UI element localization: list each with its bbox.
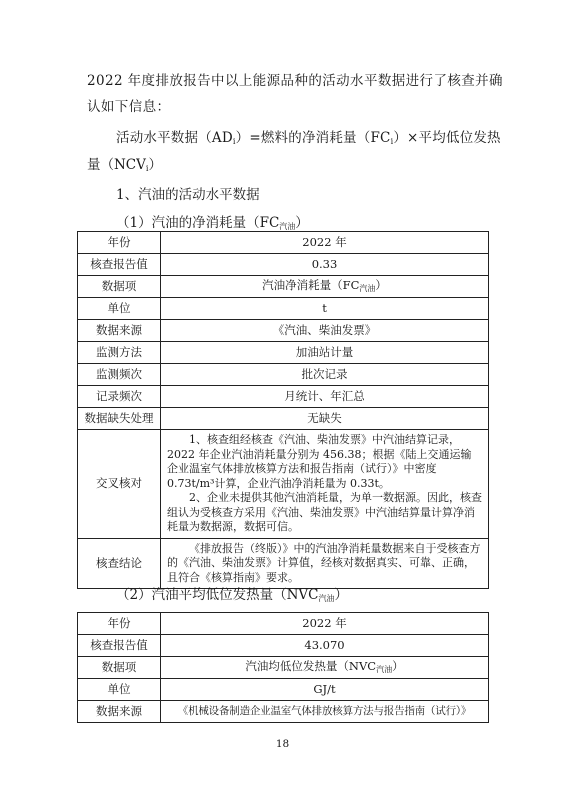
table-row <box>78 276 489 298</box>
row-value: GJ/t <box>161 679 489 701</box>
row-value: 《汽油、柴油发票》 <box>161 320 489 342</box>
gasoline-consumption-table <box>77 231 489 589</box>
intro-line-1: 2022 年度排放报告中以上能源品种的活动水平数据进行了核查并确 <box>87 73 503 89</box>
row-key: 监测方法 <box>78 342 161 364</box>
row-value: 加油站计量 <box>161 342 489 364</box>
table-row <box>78 657 489 679</box>
row-value: 汽油均低位发热量$(NVC_{汽油})$ <box>161 657 489 679</box>
page-number: 18 <box>275 738 290 750</box>
subsection-heading-2: （2）汽油平均低位发热量$(NVC_{汽油})$ <box>116 587 348 603</box>
table-row <box>78 386 489 408</box>
subsection-heading-1: （1）汽油的净消耗量$(FC_{汽油})$ <box>116 215 309 231</box>
row-key: 交叉核对 <box>78 430 161 539</box>
row-value: 2022 年 <box>161 613 489 635</box>
row-key: 记录频次 <box>78 386 161 408</box>
table-row <box>78 342 489 364</box>
row-key: 数据来源 <box>78 701 161 723</box>
row-key: 监测频次 <box>78 364 161 386</box>
table-row <box>78 320 489 342</box>
row-key: 核查结论 <box>78 538 161 589</box>
table-row <box>78 613 489 635</box>
row-value: 2022 年 <box>161 232 489 254</box>
table-row <box>78 679 489 701</box>
table-row <box>78 430 489 539</box>
row-key: 数据项 <box>78 657 161 679</box>
formula-line-1: 活动水平数据$(AD_i)=$燃料的净消耗量$(FC_i)\times$平均低位发热 <box>116 130 501 146</box>
row-value: 批次记录 <box>161 364 489 386</box>
row-key: 数据项 <box>78 276 161 298</box>
row-key: 年份 <box>78 613 161 635</box>
table-row <box>78 701 489 723</box>
formula-line-2: 量$(NCV_i)$ <box>87 157 162 173</box>
table-row <box>78 538 489 589</box>
table-row <box>78 232 489 254</box>
table-row <box>78 298 489 320</box>
table-row <box>78 635 489 657</box>
row-key: 年份 <box>78 232 161 254</box>
row-value: t <box>161 298 489 320</box>
row-key: 单位 <box>78 298 161 320</box>
row-key: 数据缺失处理 <box>78 408 161 430</box>
row-key: 单位 <box>78 679 161 701</box>
row-value: 汽油净消耗量$(FC_{汽油})$ <box>161 276 489 298</box>
table-row <box>78 408 489 430</box>
table-row <box>78 254 489 276</box>
gasoline-ncv-table <box>77 612 489 723</box>
row-value: 0.33 <box>161 254 489 276</box>
row-value: 43.070 <box>161 635 489 657</box>
table-row <box>78 364 489 386</box>
row-key: 核查报告值 <box>78 635 161 657</box>
cross-check-paragraph-1: 1、核查组经核查《汽油、柴油发票》中汽油结算记录，2022 年企业汽油消耗量分别为 456.38；根据《陆上交通运输企业温室气体排放核算方法和报告指南（试行）》中密度 0.73t/m³计算，企业汽油净消耗量为 0.33t。 <box>167 433 472 490</box>
cross-check-paragraph-2: 2、企业未提供其他汽油消耗量，为单一数据源。因此，核查组认为受核查方采用《汽油、柴油发票》中汽油结算量计算净消耗量为数据源，数据可信。 <box>167 491 482 533</box>
section-heading: 1、汽油的活动水平数据 <box>116 187 260 203</box>
row-value: 《机械设备制造企业温室气体排放核算方法与报告指南（试行）》 <box>161 701 489 723</box>
intro-line-2: 认如下信息： <box>87 99 171 115</box>
row-value: 月统计、年汇总 <box>161 386 489 408</box>
conclusion-text: 《排放报告（终版）》中的汽油净消耗量数据来自于受核查方的《汽油、柴油发票》计算值，经核对数据真实、可靠、正确，且符合《核算指南》要求。 <box>161 538 489 589</box>
row-key: 数据来源 <box>78 320 161 342</box>
cross-check-text <box>161 430 489 539</box>
row-key: 核查报告值 <box>78 254 161 276</box>
row-value: 无缺失 <box>161 408 489 430</box>
